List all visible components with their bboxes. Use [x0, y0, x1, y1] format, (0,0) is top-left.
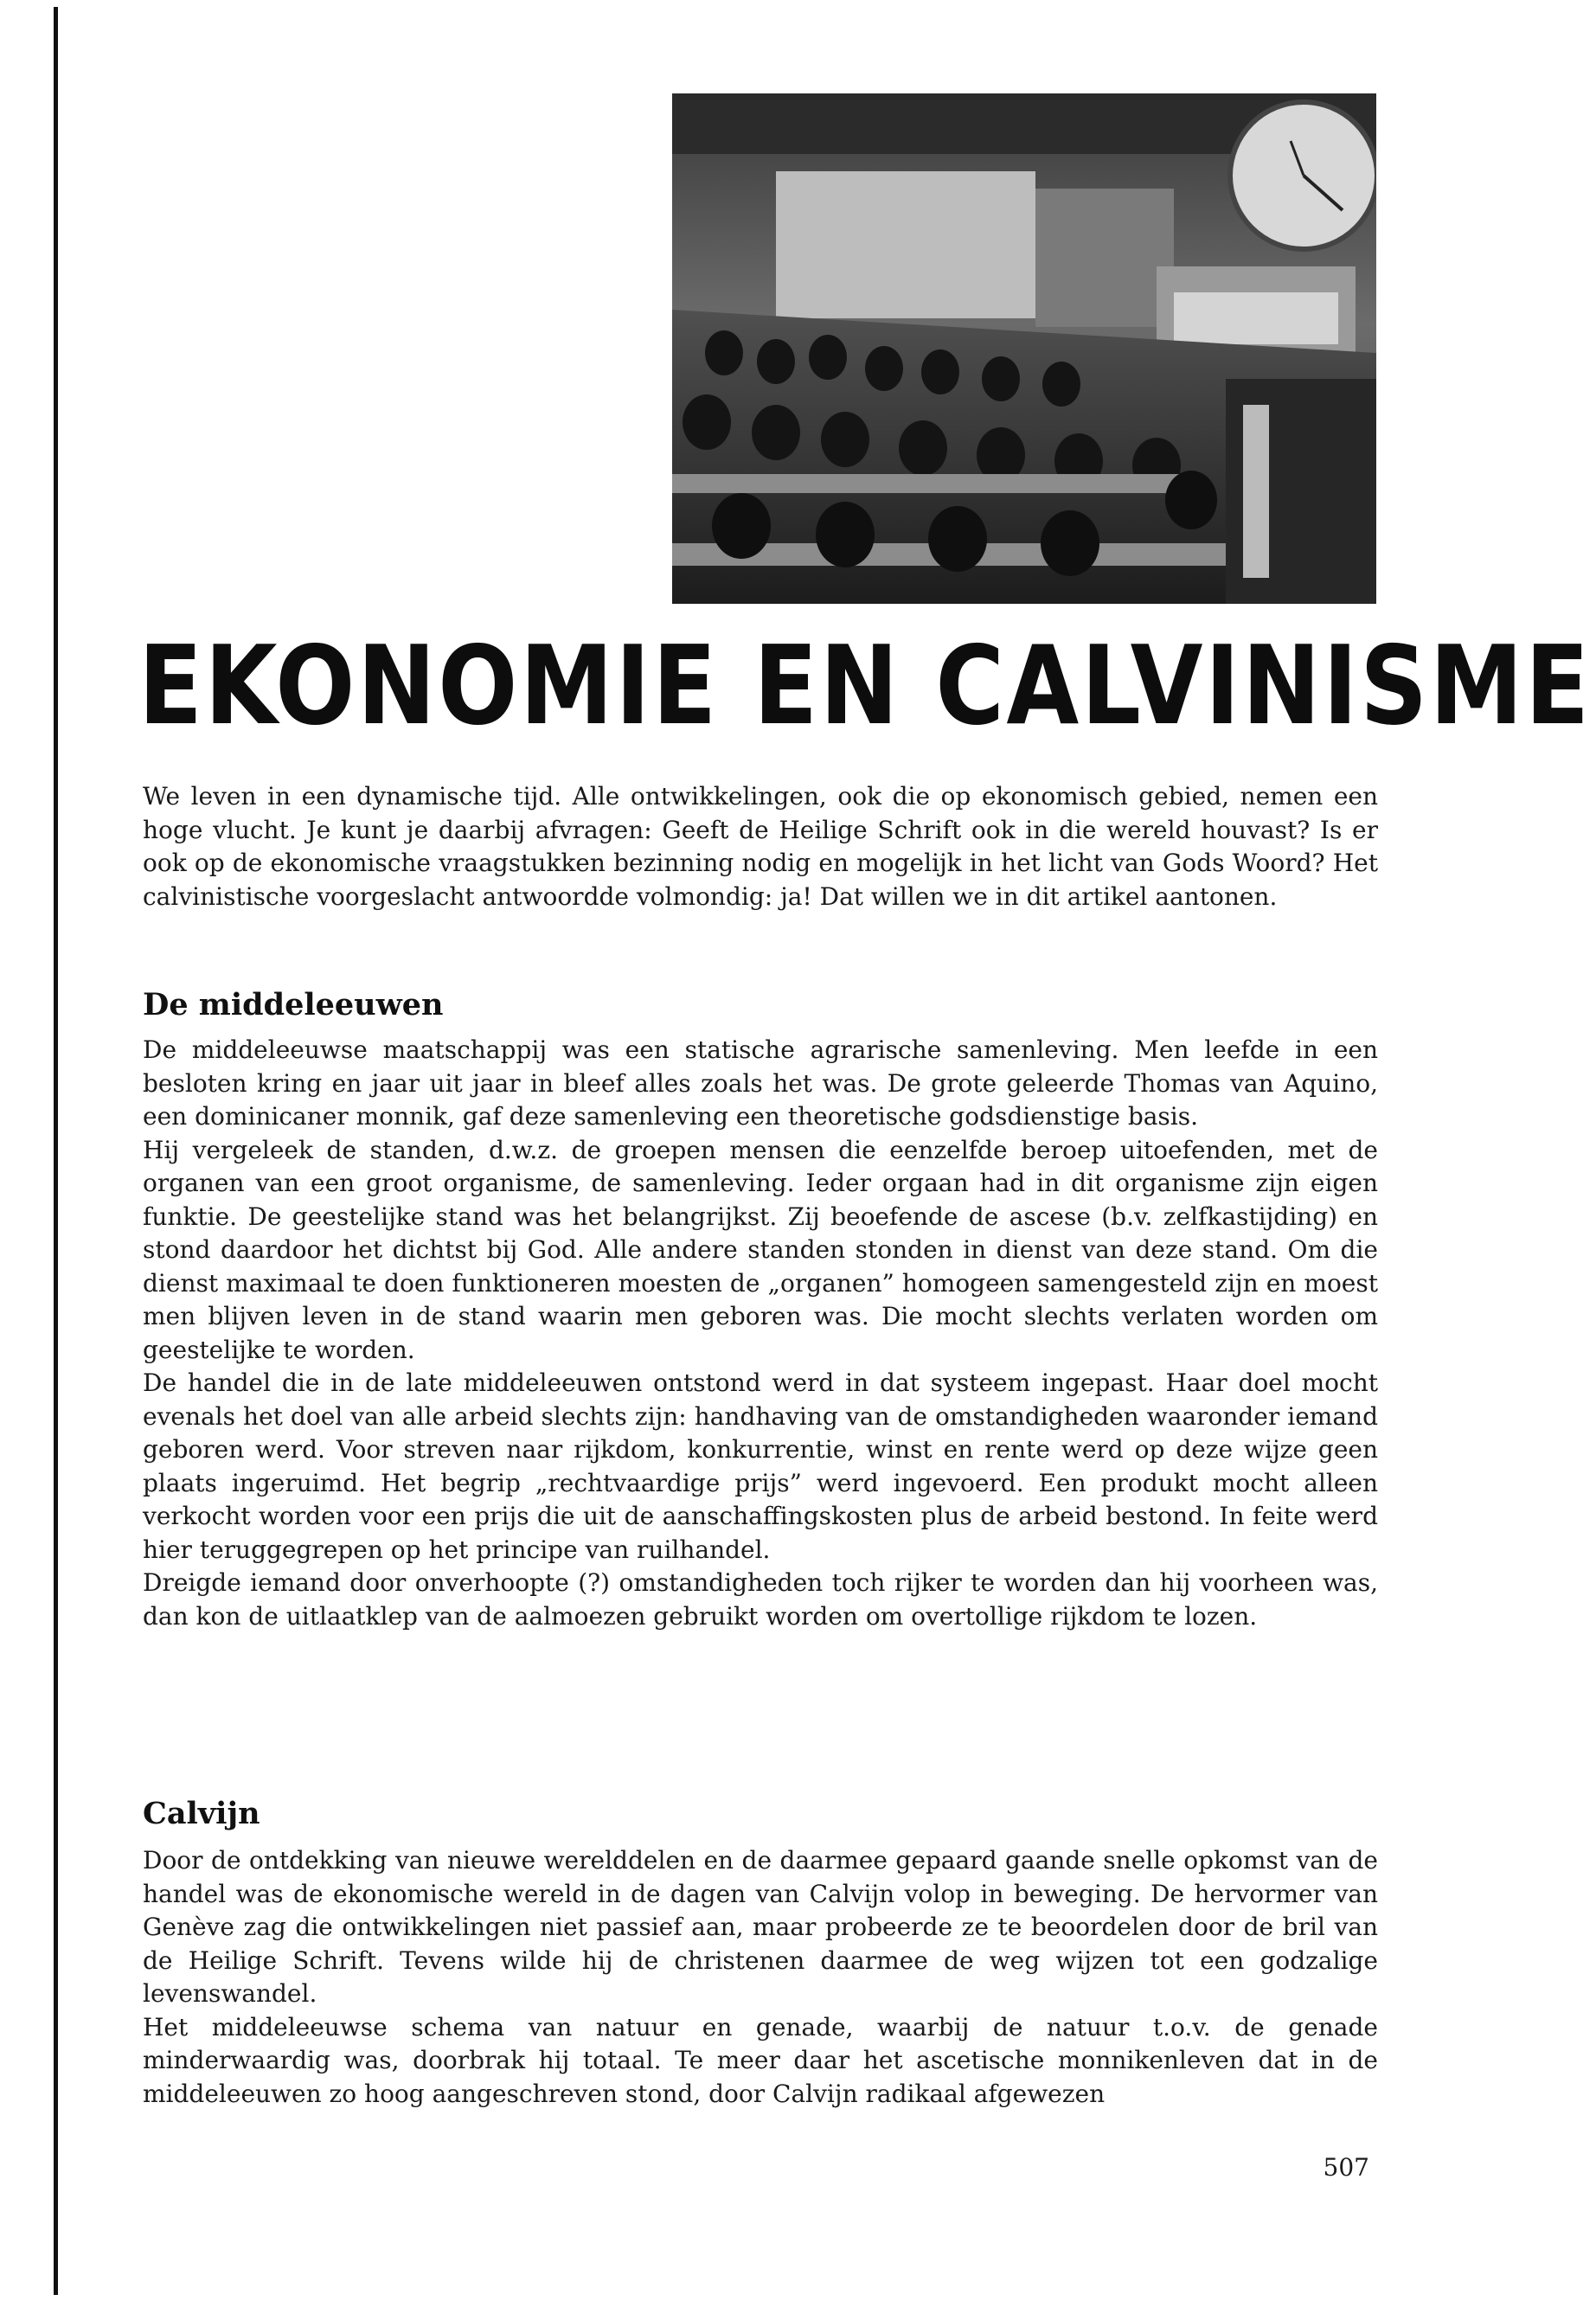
- section-body-calvijn: [143, 1844, 1378, 2111]
- section-heading-middeleeuwen: De middeleeuwen: [143, 987, 444, 1022]
- paragraph: De handel die in de late middeleeuwen ontstond werd in dat systeem ingepast. Haar doel mocht evenals het doel van alle arbeid slechts zijn: handhaving van de omstandigheden waaronder iemand geboren werd. Voor streven naar rijkdom, konkurrentie, winst en rente werd op deze wijze geen plaats ingeruimd. Het begrip „rechtvaardige prijs” werd ingevoerd. Een produkt mocht alleen verkocht worden voor een prijs die uit de aanschaffingskosten plus de arbeid bestond. In feite werd hier teruggegrepen op het principe van ruilhandel.: [143, 1368, 1378, 1564]
- intro-paragraph: [143, 780, 1378, 913]
- lecture-hall-image: [672, 93, 1376, 604]
- section-body-middeleeuwen: [143, 1034, 1378, 1633]
- section-heading-calvijn: Calvijn: [143, 1796, 260, 1831]
- margin-rule: [54, 7, 58, 2295]
- intro-text: We leven in een dynamische tijd. Alle ontwikkelingen, ook die op ekonomisch gebied, nemen een hoge vlucht. Je kunt je daarbij afvragen: Geeft de Heilige Schrift ook in die wereld houvast? Is er ook op de ekonomische vraagstukken bezinning nodig en mogelijk in het licht van Gods Woord? Het calvinistische voorgeslacht antwoordde volmondig: ja! Dat willen we in dit artikel aantonen.: [143, 782, 1378, 911]
- paragraph: De middeleeuwse maatschappij was een statische agrarische samenleving. Men leefde in een besloten kring en jaar uit jaar in bleef alles zoals het was. De grote geleerde Thomas van Aquino, een dominicaner monnik, gaf deze samenleving een theoretische godsdienstige basis.: [143, 1035, 1378, 1131]
- paragraph: Hij vergeleek de standen, d.w.z. de groepen mensen die eenzelfde beroep uitoefenden, met de organen van een groot organisme, de samenleving. Ieder orgaan had in dit organisme zijn eigen funktie. De geestelijke stand was het belangrijkst. Zij beoefende de ascese (b.v. zelfkastijding) en stond daardoor het dichtst bij God. Alle andere standen stonden in dienst van deze stand. Om die dienst maximaal te doen funktioneren moesten de „organen” homogeen samengesteld zijn en moest men blijven leven in de stand waarin men geboren was. Die mocht slechts verlaten worden om geestelijke te worden.: [143, 1135, 1378, 1364]
- article-title: EKONOMIE EN CALVINISME: [138, 622, 1592, 749]
- paragraph: Door de ontdekking van nieuwe werelddelen en de daarmee gepaard gaande snelle opkomst van de handel was de ekonomische wereld in de dagen van Calvijn volop in beweging. De hervormer van Genève zag die ontwikkelingen niet passief aan, maar probeerde ze te beoordelen door de bril van de Heilige Schrift. Tevens wilde hij de christenen daarmee de weg wijzen tot een godzalige levenswandel.: [143, 1846, 1378, 2008]
- page-number: 507: [1323, 2153, 1369, 2182]
- paragraph: Dreigde iemand door onverhoopte (?) omstandigheden toch rijker te worden dan hij voorheen was, dan kon de uitlaatklep van de aalmoezen gebruikt worden om overtollige rijkdom te lozen.: [143, 1568, 1378, 1631]
- paragraph: Het middeleeuwse schema van natuur en genade, waarbij de natuur t.o.v. de genade minderwaardig was, doorbrak hij totaal. Te meer daar het ascetische monnikenleven dat in de middeleeuwen zo hoog aangeschreven stond, door Calvijn radikaal afgewezen: [143, 2012, 1378, 2108]
- lecture-hall-photo: [672, 93, 1376, 604]
